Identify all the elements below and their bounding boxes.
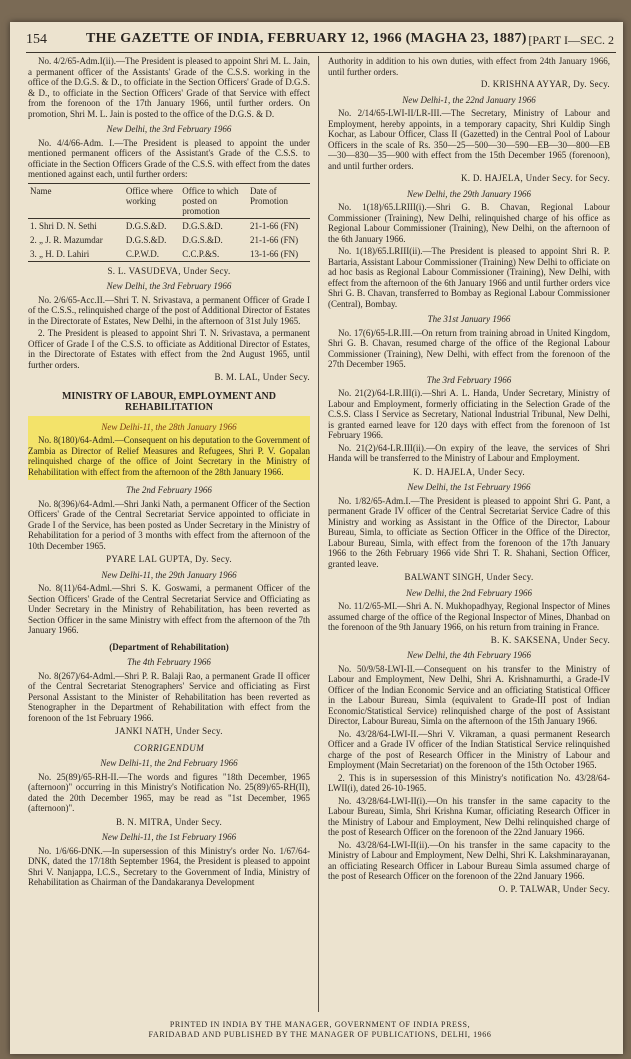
notice-paragraph: No. 43/28/64-LWI-II(i).—On his transfer in the same capacity to the Labour Bureau, Simla, Shri Krishna Kumar, officiating Research Officer in the Ministry of Labour and Employment, New Delhi relinquished charge of the post of Research Officer on the forenoon of the 22nd January 1966. [328,795,610,837]
imprint-line: PRINTED IN INDIA BY THE MANAGER, GOVERNMENT OF INDIA PRESS, [169,1020,471,1029]
notice-date: New Delhi, the 29th January 1966 [407,188,531,199]
notice-paragraph: No. 8(180)/64-Adml.—Consequent on his deputation to the Government of Zambia as Director of Relief Measures and Refugees, Shri P. V. Gopalan relinquished charge of the office of Joint Secretary in the Ministry of Rehabilitation with effect from the afternoon of the 28th January 1966. [28,435,310,477]
ministry-heading: MINISTRY OF LABOUR, EMPLOYMENT AND REHABILITATION [61,390,276,413]
notice-paragraph: No. 2/14/65-LWI-II/LR-III.—The Secretary, Ministry of Labour and Employment, hereby appoints, in a temporary capacity, Shri Kuldip Singh Kochar, as Labour Officer, Class II (Gazetted) in the Central Pool of Labour Officers in the scale of Rs. 350—25—500—30—590—EB—30—800—EB—30—830—35—900 with effect from the 15th December 1965 (forenoon), and until further orders. [328,108,610,171]
signatory: B. K. SAKSENA, Under Secy. [490,634,610,645]
signatory: S. L. VASUDEVA, Under Secy. [107,265,231,276]
cell-date: 21-1-66 (FN) [249,234,299,245]
notice-paragraph: No. 8(396)/64-Adml.—Shri Janki Nath, a permanent Officer of the Section Officers' Grade of the Central Secretariat Service appointed to officiate in Grade I of the Service, has been posted as Under Secretary in the Ministry of Rehabilitation for a period of 3 months with effect from the afternoon of the 10th December 1965. [28,498,310,551]
notice-paragraph: No. 8(11)/64-Adml.—Shri S. K. Goswami, a permanent Officer of the Section Officers' Grade of the Central Secretariat Service and Officiating as Under Secretary in the Ministry of Rehabilitation, has been reverted as Section Officer in the same Ministry with effect from the afternoon of the 7th January 1966. [28,583,310,635]
signatory: K. D. HAJELA, Under Secy. [413,466,525,477]
table-row [28,218,310,233]
notice-date: New Delhi, the 3rd February 1966 [106,124,232,134]
signatory: PYARE LAL GUPTA, Dy. Secy. [106,554,232,564]
printer-imprint [50,1020,590,1040]
notice-paragraph: No. 50/9/58-LWI-II.—Consequent on his transfer to the Ministry of Labour and Employment, New Delhi, Shri A. Krishnamurthi, a Grade-IV Officer of the Indian Economic Service and an officiating Statistical Officer in the Labour Bureau, Simla (equivalent to Grade-III post of Indian Economic/Statistical Service) relinquished charge of the post of Assistant Director, Labour Bureau, Simla on the afternoon of the 15th January 1966. [328,663,610,726]
notice-paragraph: No. 8(267)/64-Adml.—Shri P. R. Balaji Rao, a permanent Grade II officer of the Central Secretariat Stenographers' Service and officiating as First Personal Assistant to the Minister of Rehabilitation has been reverted as Stenographer in the Department of Rehabilitation with effect from the forenoon of the 1st February 1966. [28,670,310,723]
notice-paragraph: No. 21(2)/64-LR.III(i).—Shri A. L. Handa, Under Secretary, Ministry of Labour and Employment, formerly officiating in the Selection Grade of the C.S.S. Class I Service as Secretary, National Industrial Tribunal, New Delhi, is granted earned leave for 120 days with effect from the forenoon of 1st February 1966. [328,388,610,440]
cell-name: 1. Shri D. N. Sethi [30,220,97,231]
notice-date: New Delhi-11, the 29th January 1966 [101,569,237,580]
promotion-table [28,183,310,262]
notice-paragraph: No. 1/82/65-Adm.I.—The President is pleased to appoint Shri G. Pant, a permanent Grade IV officer of the Central Secretariat Service Cadre of this Ministry and working as Assistant in the Office of the Director, Labour Bureau, Simla, to officiate as Section Officer in the Office of the Director, Labour Bureau, Simla, with effect from the forenoon of the 17th January 1966 to the 26th February 1966 vide Shri T. R. Shahani, Section Officer, granted leave. [328,495,610,569]
notice-date: New Delhi-1, the 22nd January 1966 [402,94,536,105]
page-number: 154 [26,32,47,47]
notice-paragraph: No. 43/28/64-LWI-II(ii).—On his transfer in the same capacity to the Ministry of Labour and Employment, New Delhi, Shri K. Lakshminarayanan, an officiating Research Officer in Labour Bureau Simla assumed charge of the post of Research Officer on the forenoon of the 22nd January 1966. [328,839,610,881]
notice-date: New Delhi-11, the 2nd February 1966 [100,758,238,768]
notice-date: New Delhi, the 2nd February 1966 [406,587,532,598]
notice-date: New Delhi, the 1st February 1966 [407,482,531,492]
left-column [28,56,310,1016]
notice-paragraph: 2. This is in supersession of this Ministry's notification No. 43/28/64-LWII(i), dated 26-10-1965. [328,772,610,793]
notice-paragraph: No. 4/4/66-Adm. I.—The President is pleased to appoint the under mentioned permanent officers of the Assistant's Grade of the C.S.S. to officiate in the Section Officers Grade of the C.S.S. with effect from the dates mentioned against each, until further orders: [28,137,310,179]
notice-subdate: The 2nd February 1966 [126,485,212,495]
page-header [26,26,616,53]
part-section: [PART I—SEC. 2 [528,33,614,47]
cell-posted: D.G.S.&D. [182,220,223,231]
gazette-page [10,22,623,1054]
cell-office: D.G.S.&D. [125,220,167,231]
table-row [28,247,310,262]
cell-office: C.P.W.D. [124,247,180,262]
cell-posted: C.C.P.&S. [180,247,248,262]
highlighted-notice [28,416,310,481]
notice-date: New Delhi-11, the 28th January 1966 [101,421,237,432]
notice-paragraph: No. 17(6)/65-LR.III.—On return from training abroad in United Kingdom, Shri G. B. Chavan, resumed charge of the office of the Regional Labour Commissioner (Training), New Delhi, with effect from the forenoon of the 27th December 1965. [328,327,610,369]
signatory: D. KRISHNA AYYAR, Dy. Secy. [480,79,610,89]
notice-subdate: The 31st January 1966 [427,314,511,324]
imprint-line: FARIDABAD AND PUBLISHED BY THE MANAGER OF PUBLICATIONS, DELHI, 1966 [148,1030,492,1039]
notice-date: New Delhi, the 4th February 1966 [407,650,531,660]
notice-paragraph: 2. The President is pleased to appoint Shri T. N. Srivastava, a permanent Officer of Grade I of the C.S.S. to officiate as Additional Director of Estates, in the Directorate of Estates with effect from the 2nd August 1965, until further orders. [28,328,310,370]
column-divider [318,56,319,1012]
column-header-posted: Office to which posted on promotion [180,183,248,218]
notice-paragraph: Authority in addition to his own duties, with effect from 24th January 1966, until further orders. [328,56,610,77]
cell-date: 21-1-66 (FN) [249,220,299,231]
table-header-row [28,183,310,218]
notice-paragraph: No. 43/28/64-LWI-II.—Shri V. Vikraman, a quasi permanent Research Officer and a Grade IV officer of the Indian Statistical Service relinquished charge of the post of Research Officer in the Ministry of Labour and Employment (Main Secretariat) on the forenoon of the 15th October 1965. [328,728,610,770]
notice-paragraph: No. 2/6/65-Acc.II.—Shri T. N. Srivastava, a permanent Officer of Grade I of the C.S.S., relinquished charge of the post of Additional Director of Estates in the Directorate of Estates, New Delhi, in the afternoon of 31st July 1965. [28,294,310,326]
column-header-name: Name [28,183,124,218]
signatory: JANKI NATH, Under Secy. [115,726,223,736]
notice-paragraph: No. 25(89)/65-RH-II.—The words and figures "18th December, 1965 (afternoon)" occurring in this Ministry's Notification No. 25(89)/65-RH(II), dated the 20th December 1965, may be read as "1st December, 1965 (afternoon)". [28,771,310,813]
cell-name: 2. „ J. R. Mazumdar [30,234,103,245]
notice-paragraph: No. 1(18)/65.LRIII(i).—Shri G. B. Chavan, Regional Labour Commissioner (Training), New Delhi, relinquished charge of his office as Regional Labour Commissioner (Training), New Delhi, on the afternoon of the 6th January 1966. [328,202,610,244]
column-header-office: Office where working [124,183,180,218]
notice-date: New Delhi-11, the 1st February 1966 [101,832,237,842]
cell-name: 3. „ H. D. Lahiri [28,247,124,262]
cell-posted: D.G.S.&D. [182,234,223,245]
column-header-date: Date of Promotion [248,183,310,218]
department-heading: (Department of Rehabilitation) [109,641,229,652]
signatory: O. P. TALWAR, Under Secy. [498,883,610,894]
gazette-title: THE GAZETTE OF INDIA, FEBRUARY 12, 1966 (MAGHA 23, 1887) [86,31,527,46]
notice-paragraph: No. 21(2)/64-LR.III(ii).—On expiry of the leave, the services of Shri Handa will be transferred to the Ministry of Labour and Employment. [328,442,610,463]
notice-subdate: The 4th February 1966 [127,657,211,667]
signatory: B. M. LAL, Under Secy. [214,372,310,382]
cell-office: D.G.S.&D. [125,234,167,245]
notice-subdate: The 3rd February 1966 [426,374,512,385]
table-row [28,233,310,247]
signatory: BALWANT SINGH, Under Secy. [404,572,534,582]
signatory: K. D. HAJELA, Under Secy. for Secy. [460,173,610,183]
right-column [328,56,610,1016]
notice-paragraph: No. 1(18)/65.LRIII(ii).—The President is pleased to appoint Shri R. P. Bartaria, Assistant Labour Commissioner (Training) New Delhi to officiate on ad hoc basis as Regional Labour Commissioner (Training), New Delhi, with effect from the afternoon of the 6th January 1966 and until further orders vice Shri G. B. Chavan, transferred to Bombay as Regional Labour Commissioner (Central), Bombay. [328,246,610,309]
notice-date: New Delhi, the 3rd February 1966 [106,281,232,291]
signatory: B. N. MITRA, Under Secy. [115,816,223,827]
cell-date: 13-1-66 (FN) [248,247,310,262]
notice-paragraph: No. 4/2/65-Adm.I(ii).—The President is pleased to appoint Shri M. L. Jain, a permanent officer of the Assistants' Grade of the C.S.S. working in the office of the D.G.S. & D., to officiate in the Section Officers' Grade of D.G.S. & D., to officiate in the Section Officers' Grade of that Service with effect from the forenoon of the 17th January 1966, until further orders. On promotion, Shri M. L. Jain is posted to the office of the D.G.S. & D. [28,56,310,119]
notice-paragraph: No. 1/6/66-DNK.—In supersession of this Ministry's order No. 1/67/64-DNK, dated the 17/18th September 1964, the President is pleased to appoint Shri V. Nanjappa, I.C.S., Secretary to the Government of India, Ministry of Rehabilitation as Chairman of the Dandakaranya Development [28,845,310,887]
notice-paragraph: No. 11/2/65-MI.—Shri A. N. Mukhopadhyay, Regional Inspector of Mines assumed charge of the office of the Regional Inspector of Mines, Dhanbad on the forenoon of the 9th January 1966, on his return from training in France. [328,601,610,632]
corrigendum-heading: CORRIGENDUM [133,742,205,753]
